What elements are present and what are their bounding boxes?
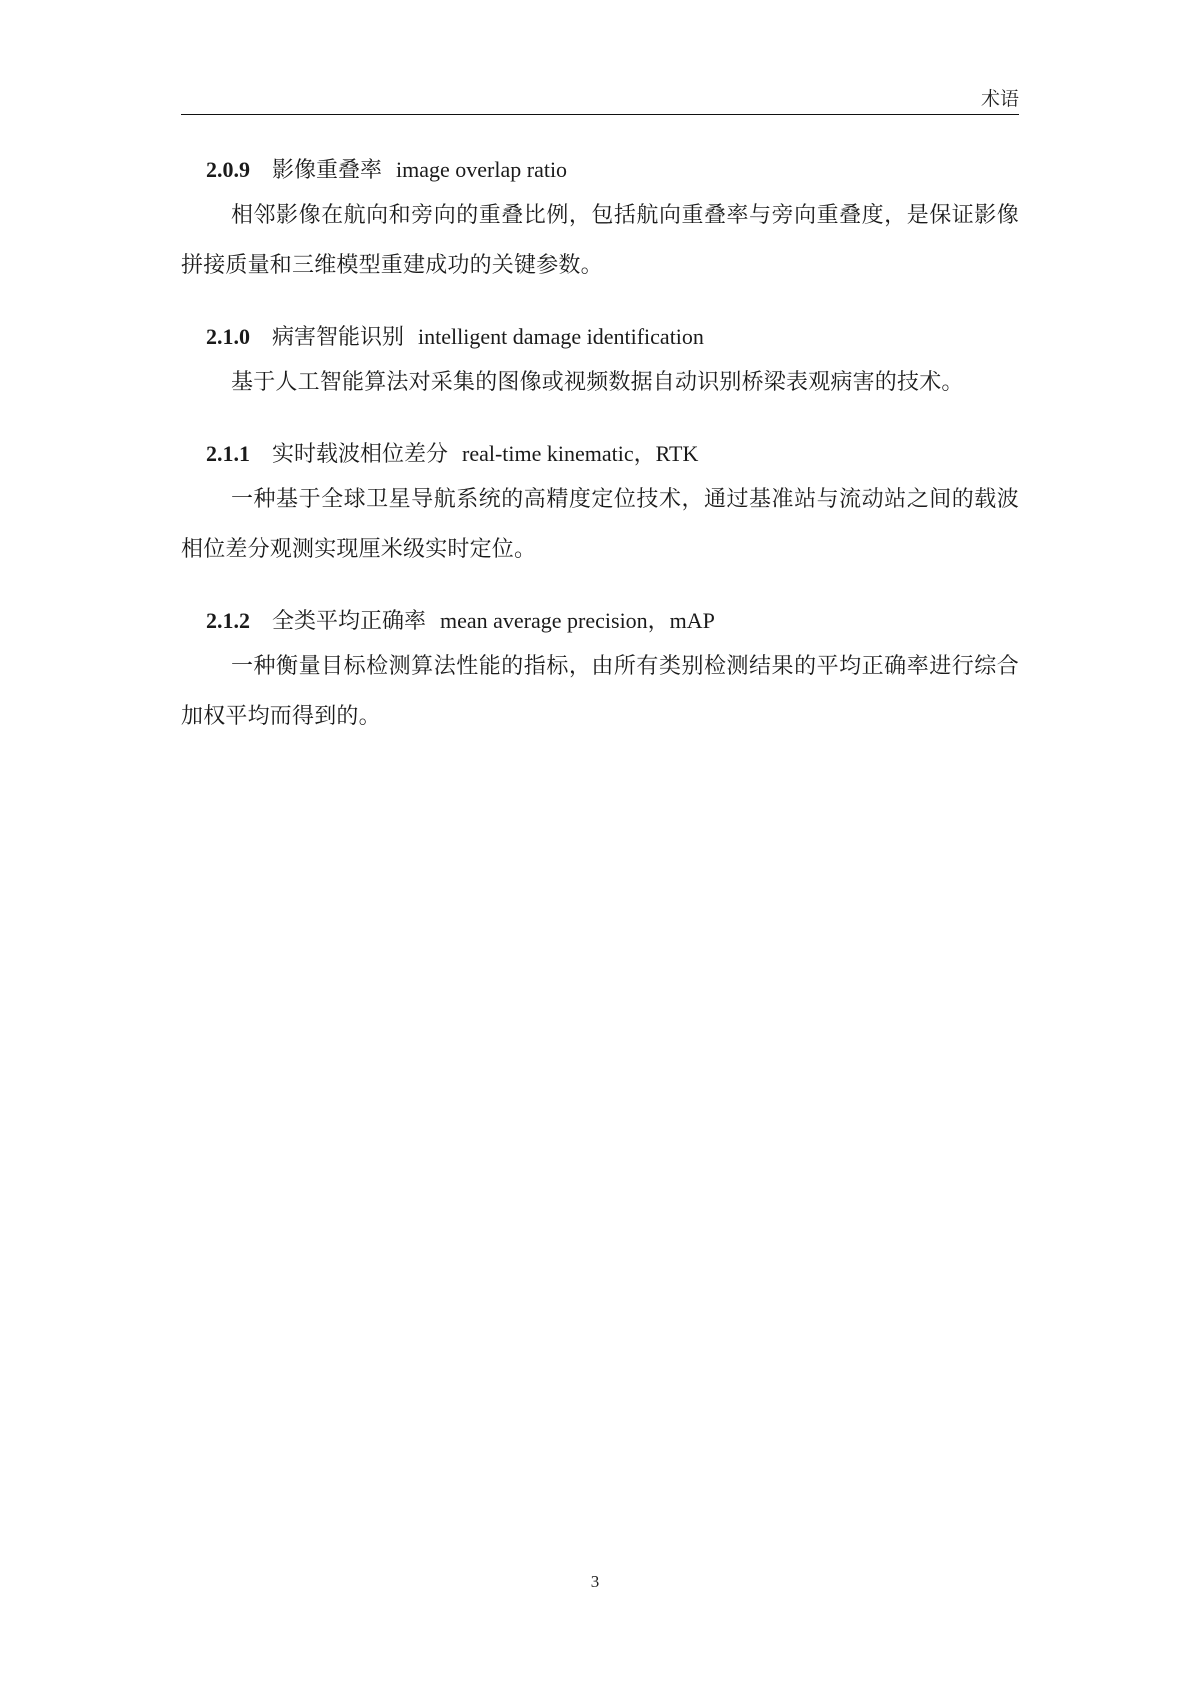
term-heading [181, 434, 1019, 475]
term-number: 2.1.0 [206, 324, 250, 349]
term-definition: 一种基于全球卫星导航系统的高精度定位技术，通过基准站与流动站之间的载波相位差分观测实现厘米级实时定位。 [181, 487, 1019, 562]
page-number: 3 [590, 1572, 600, 1591]
term-english-name: mean average precision，mAP [440, 608, 715, 633]
term-entry [181, 150, 1019, 291]
term-definition: 相邻影像在航向和旁向的重叠比例，包括航向重叠率与旁向重叠度，是保证影像拼接质量和三维模型重建成功的关键参数。 [181, 203, 1019, 278]
term-chinese-name: 影像重叠率 [272, 158, 383, 183]
term-heading [181, 601, 1019, 642]
term-heading [181, 150, 1019, 191]
term-entry [181, 317, 1019, 408]
term-entry [181, 601, 1019, 742]
term-number: 2.1.2 [206, 608, 250, 633]
term-entry [181, 434, 1019, 575]
term-chinese-name: 全类平均正确率 [272, 609, 427, 634]
term-number: 2.0.9 [206, 157, 250, 182]
term-chinese-name: 实时载波相位差分 [272, 442, 449, 467]
term-english-name: image overlap ratio [396, 157, 568, 182]
terms-section [181, 150, 1019, 742]
term-definition: 一种衡量目标检测算法性能的指标，由所有类别检测结果的平均正确率进行综合加权平均而得到的。 [181, 654, 1019, 729]
term-chinese-name: 病害智能识别 [272, 325, 405, 350]
running-header: 术语 [980, 88, 1019, 110]
term-heading [181, 317, 1019, 358]
term-definition: 基于人工智能算法对采集的图像或视频数据自动识别桥梁表观病害的技术。 [231, 370, 964, 395]
term-number: 2.1.1 [206, 441, 250, 466]
term-english-name: real-time kinematic，RTK [462, 441, 699, 466]
header-rule [181, 114, 1019, 115]
term-english-name: intelligent damage identification [418, 324, 704, 349]
